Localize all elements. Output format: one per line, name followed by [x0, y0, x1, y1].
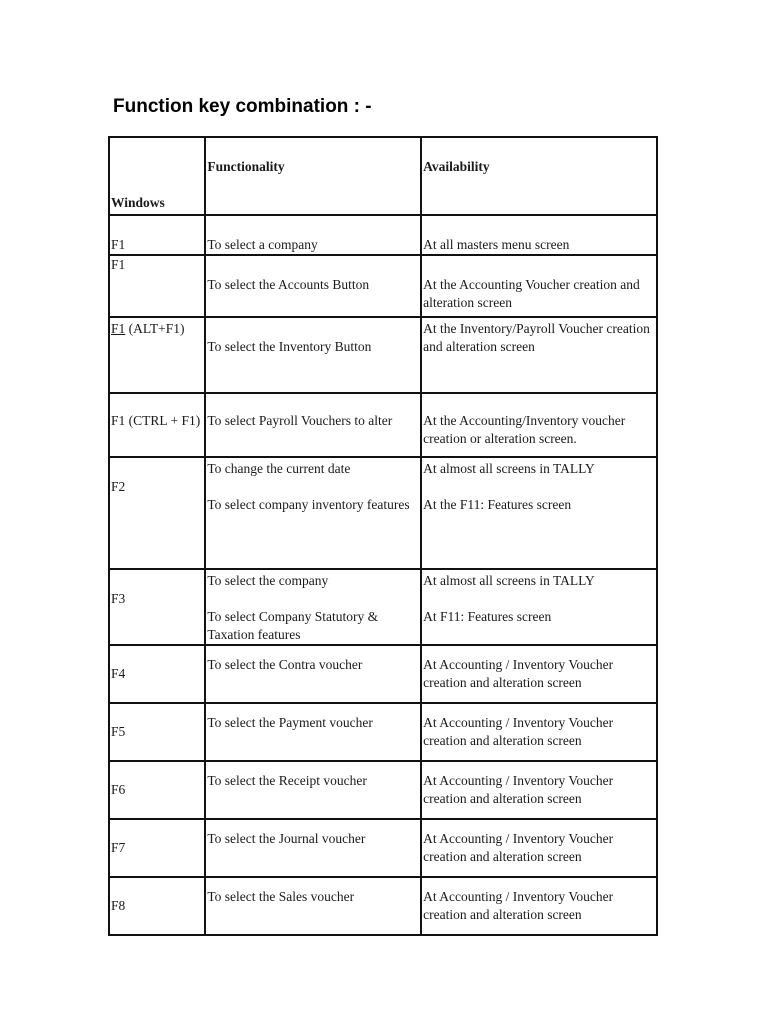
- function-key-table: [108, 136, 658, 936]
- key-cell: [109, 317, 205, 393]
- functionality-cell: To select the Journal voucher: [205, 819, 421, 877]
- table-row: [109, 703, 657, 761]
- functionality-cell: [205, 457, 421, 569]
- availability-cell: At Accounting / Inventory Voucher creation and alteration screen: [421, 877, 657, 935]
- key-cell: F4: [109, 645, 205, 703]
- availability-cell: At all masters menu screen: [421, 215, 657, 255]
- table-row: [109, 645, 657, 703]
- functionality-cell: To select the Sales voucher: [205, 877, 421, 935]
- table-row: [109, 457, 657, 569]
- functionality-cell: To select the Inventory Button: [205, 317, 421, 393]
- availability-cell: [421, 457, 657, 569]
- key-cell: F3: [109, 569, 205, 645]
- functionality-line: To select the company: [207, 573, 329, 588]
- availability-cell: At Accounting / Inventory Voucher creation and alteration screen: [421, 645, 657, 703]
- functionality-cell: To select the Accounts Button: [205, 255, 421, 317]
- key-cell: F1 (CTRL + F1): [109, 393, 205, 457]
- functionality-cell: To select Payroll Vouchers to alter: [205, 393, 421, 457]
- table-row: [109, 569, 657, 645]
- table-row: [109, 877, 657, 935]
- header-windows: Windows: [109, 137, 205, 215]
- key-link-text: F1: [111, 321, 126, 336]
- key-cell: F2: [109, 457, 205, 569]
- header-functionality: Functionality: [205, 137, 421, 215]
- page-title: Function key combination : -: [113, 96, 372, 117]
- availability-line: At the F11: Features screen: [423, 497, 572, 512]
- availability-cell: At the Accounting Voucher creation and alteration screen: [421, 255, 657, 317]
- table-row: [109, 317, 657, 393]
- availability-cell: At the Inventory/Payroll Voucher creation and alteration screen: [421, 317, 657, 393]
- key-cell: F8: [109, 877, 205, 935]
- table-row: [109, 215, 657, 255]
- key-suffix: (ALT+F1): [125, 321, 185, 336]
- availability-line: At almost all screens in TALLY: [423, 573, 595, 588]
- availability-cell: At Accounting / Inventory Voucher creation and alteration screen: [421, 761, 657, 819]
- table-header-row: [109, 137, 657, 215]
- table-row: [109, 255, 657, 317]
- header-availability: Availability: [421, 137, 657, 215]
- functionality-cell: To select the Payment voucher: [205, 703, 421, 761]
- table-row: [109, 761, 657, 819]
- availability-cell: At Accounting / Inventory Voucher creation and alteration screen: [421, 819, 657, 877]
- key-cell: F5: [109, 703, 205, 761]
- key-cell: F7: [109, 819, 205, 877]
- availability-line: At almost all screens in TALLY: [423, 461, 595, 476]
- functionality-cell: [205, 569, 421, 645]
- table-row: [109, 819, 657, 877]
- functionality-line: To change the current date: [207, 461, 351, 476]
- availability-line: At F11: Features screen: [423, 609, 552, 624]
- key-cell: F1: [109, 215, 205, 255]
- functionality-cell: To select the Contra voucher: [205, 645, 421, 703]
- functionality-cell: To select the Receipt voucher: [205, 761, 421, 819]
- functionality-line: To select company inventory features: [207, 497, 410, 512]
- functionality-line: To select Company Statutory & Taxation features: [207, 609, 379, 642]
- availability-cell: At Accounting / Inventory Voucher creation and alteration screen: [421, 703, 657, 761]
- table-row: [109, 393, 657, 457]
- functionality-cell: To select a company: [205, 215, 421, 255]
- availability-cell: [421, 569, 657, 645]
- key-cell: F6: [109, 761, 205, 819]
- key-cell: F1: [109, 255, 205, 317]
- availability-cell: At the Accounting/Inventory voucher creation or alteration screen.: [421, 393, 657, 457]
